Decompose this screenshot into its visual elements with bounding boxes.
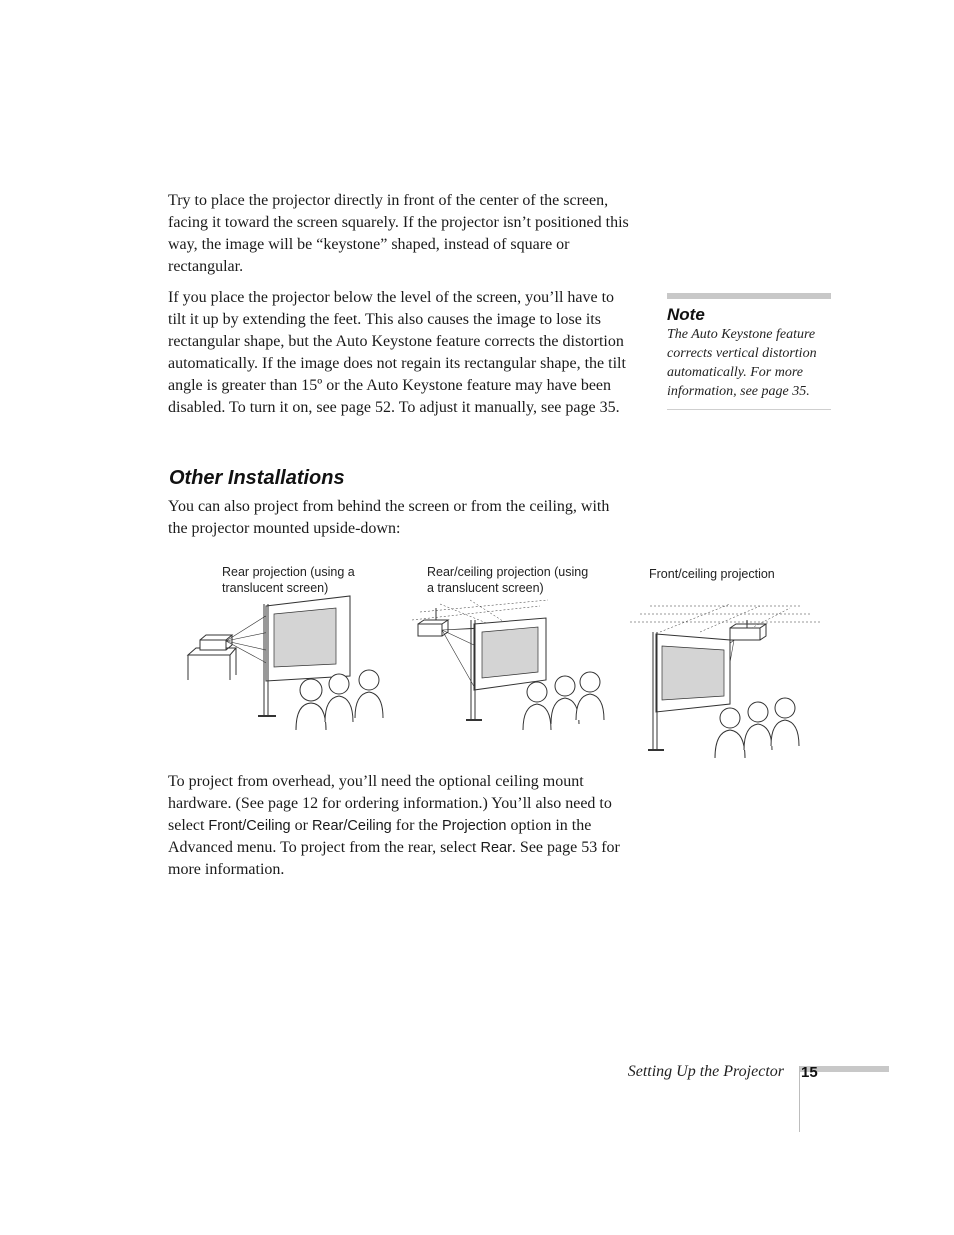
overhead-text-part: . See page 53 for more information. — [168, 839, 620, 878]
front-ceiling-projection-illustration — [630, 604, 820, 758]
section-heading: Other Installations — [169, 467, 345, 489]
rear-projection-illustration — [188, 596, 383, 730]
page-number: 15 — [801, 1064, 818, 1081]
overhead-text-part: for the — [391, 817, 442, 834]
projection-option: Projection — [441, 818, 507, 834]
rear-projection-caption: Rear projection (using a translucent screen) — [222, 565, 355, 595]
front-ceiling-projection-caption: Front/ceiling projection — [649, 567, 775, 581]
front-ceiling-option: Front/Ceiling — [208, 818, 291, 834]
footer-vertical-rule — [799, 1066, 800, 1132]
overhead-text-part: option in the Advanced menu. To project from the rear, select — [168, 817, 592, 856]
rear-option: Rear — [480, 840, 512, 856]
overhead-text-part: To project from overhead, you’ll need the optional ceiling mount hardware. (See page 12 for ordering information.) You’ll also need to select — [168, 773, 612, 834]
overhead-paragraph — [168, 771, 630, 881]
intro-paragraph: Try to place the projector directly in front of the center of the screen, facing it toward the screen squarely. If the projector isn’t positioned this way, the image will be “keystone” shaped, instead of square or rectangular. — [168, 192, 629, 275]
tilt-paragraph: If you place the projector below the level of the screen, you’ll have to tilt it up by extending the feet. This also causes the image to lose its rectangular shape, but the Auto Keystone feature corrects the distortion automatically. If the image does not regain its rectangular shape, the tilt angle is greater than 15º or the Auto Keystone feature may have been disabled. To turn it on, see page 52. To adjust it manually, see page 35. — [168, 289, 626, 416]
rear-ceiling-option: Rear/Ceiling — [311, 818, 392, 834]
rear-ceiling-projection-illustration — [412, 600, 604, 730]
overhead-text-part: or — [290, 817, 312, 834]
rear-ceiling-projection-caption: Rear/ceiling projection (using a translucent screen) — [427, 565, 589, 595]
note-title: Note — [667, 305, 705, 324]
other-installations-paragraph: You can also project from behind the screen or from the ceiling, with the projector mounted upside-down: — [168, 498, 610, 537]
footer-section-title: Setting Up the Projector — [627, 1063, 784, 1080]
note-text: The Auto Keystone feature corrects vertical distortion automatically. For more information, see page 35. — [667, 327, 817, 399]
